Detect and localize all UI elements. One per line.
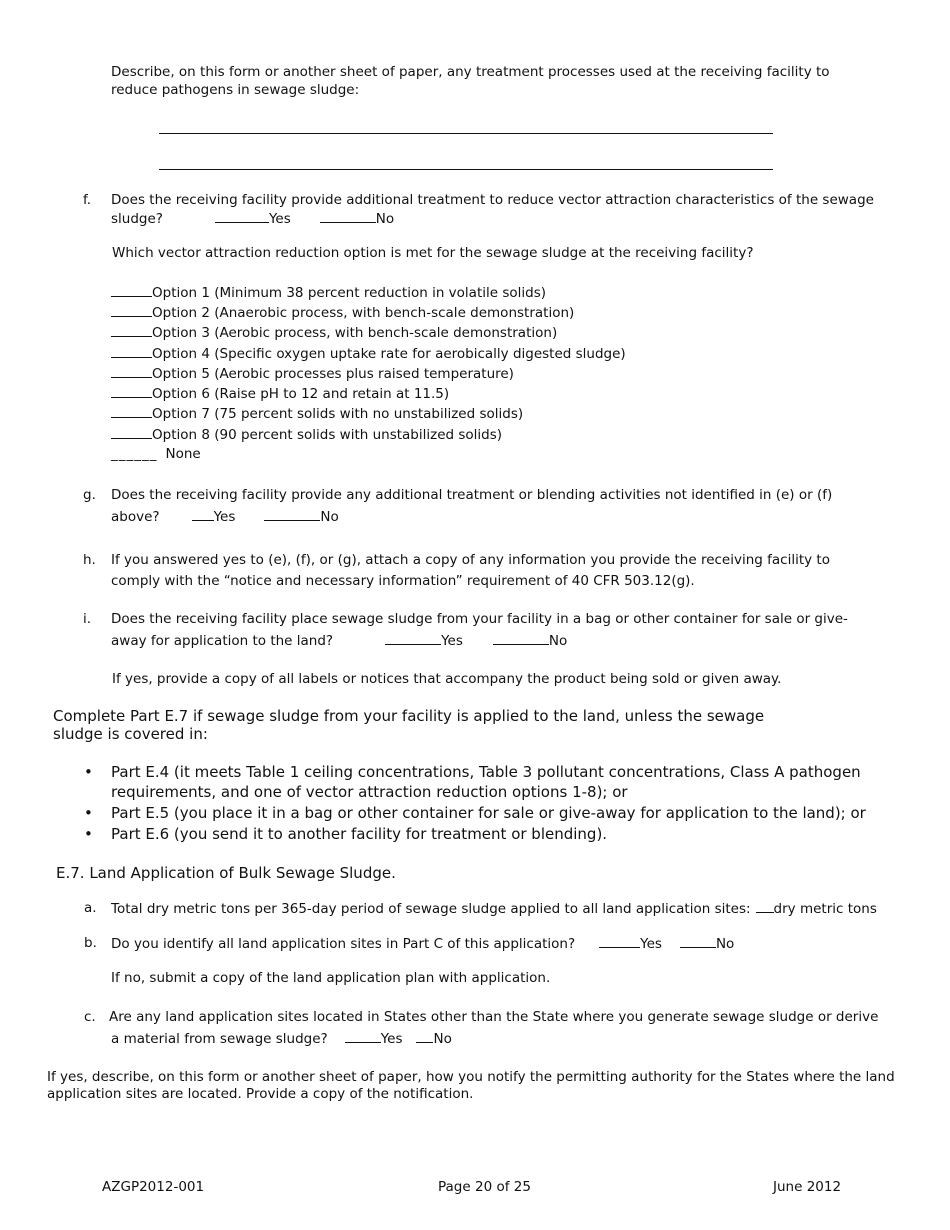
e7-c-yes-blank[interactable] — [345, 1030, 381, 1043]
e7-a-unit: dry metric tons — [773, 901, 877, 917]
option-3-label: Option 3 (Aerobic process, with bench-scale demonstration) — [152, 325, 558, 341]
item-i-line-2 — [111, 632, 567, 649]
closing-line-2: application sites are located. Provide a copy of the notification. — [47, 1086, 474, 1102]
item-i-yes-label: Yes — [441, 633, 463, 649]
item-i-note: If yes, provide a copy of all labels or notices that accompany the product being sold or given away. — [112, 671, 782, 687]
item-i-letter: i. — [83, 611, 92, 627]
bullet-glyph-2: • — [84, 804, 93, 822]
option-3-blank[interactable] — [111, 324, 152, 337]
option-row-6 — [111, 385, 449, 402]
e7-c-line-2-prefix: a material from sewage sludge? — [111, 1031, 328, 1047]
e7-a-blank[interactable] — [756, 900, 774, 913]
option-row-7 — [111, 405, 523, 422]
option-row-1 — [111, 284, 546, 301]
item-g-line-1: Does the receiving facility provide any additional treatment or blending activities not identified in (e) or (f) — [111, 487, 833, 503]
item-f-line-1: Does the receiving facility provide additional treatment to reduce vector attraction characteristics of the sewage — [111, 192, 874, 208]
option-1-label: Option 1 (Minimum 38 percent reduction in volatile solids) — [152, 285, 546, 301]
bullet-2: Part E.5 (you place it in a bag or other container for sale or give-away for application to the land); or — [111, 804, 866, 822]
footer-date: June 2012 — [773, 1179, 842, 1195]
item-i-yes-blank[interactable] — [385, 632, 441, 645]
bullet-1-line-1: Part E.4 (it meets Table 1 ceiling concentrations, Table 3 pollutant concentrations, Class A pathogen — [111, 763, 861, 781]
option-4-blank[interactable] — [111, 345, 152, 358]
e7-b-yes-blank[interactable] — [599, 935, 640, 948]
e7-c-no-blank[interactable] — [416, 1030, 433, 1043]
item-f-yes-blank[interactable] — [215, 210, 269, 223]
item-g-no-blank[interactable] — [264, 508, 320, 521]
bullet-glyph-3: • — [84, 825, 93, 843]
e7-b-no-label: No — [715, 936, 735, 952]
option-1-blank[interactable] — [111, 284, 152, 297]
item-g-letter: g. — [83, 487, 96, 503]
option-8-label: Option 8 (90 percent solids with unstabilized solids) — [152, 427, 503, 443]
item-g-line-2-prefix: above? — [111, 509, 160, 525]
item-h-letter: h. — [83, 552, 96, 568]
item-f-no-label: No — [375, 211, 395, 227]
option-5-label: Option 5 (Aerobic processes plus raised temperature) — [152, 366, 514, 382]
item-f-line-2-prefix: sludge? — [111, 211, 163, 227]
e7-c-letter: c. — [84, 1009, 96, 1025]
e7-intro-line-1: Complete Part E.7 if sewage sludge from your facility is applied to the land, unless the sewage — [53, 707, 765, 725]
e7-b-line — [111, 935, 734, 952]
e7-b-note: If no, submit a copy of the land application plan with application. — [111, 970, 551, 986]
item-f-question: Which vector attraction reduction option is met for the sewage sludge at the receiving facility? — [112, 245, 754, 261]
option-row-4 — [111, 345, 626, 362]
option-4-label: Option 4 (Specific oxygen uptake rate for aerobically digested sludge) — [152, 346, 626, 362]
item-g-yes-blank[interactable] — [192, 508, 214, 521]
option-2-label: Option 2 (Anaerobic process, with bench-scale demonstration) — [152, 305, 575, 321]
answer-line-1[interactable] — [159, 133, 773, 134]
option-6-label: Option 6 (Raise pH to 12 and retain at 11.5) — [152, 386, 450, 402]
option-6-blank[interactable] — [111, 385, 152, 398]
item-f-yes-label: Yes — [268, 211, 291, 227]
option-row-5 — [111, 365, 514, 382]
option-8-blank[interactable] — [111, 426, 152, 439]
item-h-line-1: If you answered yes to (e), (f), or (g), attach a copy of any information you provide the receiving facility to — [111, 552, 830, 568]
intro-line-1: Describe, on this form or another sheet of paper, any treatment processes used at the receiving facility to — [111, 64, 830, 80]
footer-page-number: Page 20 of 25 — [438, 1179, 531, 1195]
item-g-yes-label: Yes — [213, 509, 236, 525]
e7-c-no-label: No — [433, 1031, 452, 1047]
e7-b-no-blank[interactable] — [680, 935, 716, 948]
item-f-line-2 — [111, 210, 394, 227]
option-5-blank[interactable] — [111, 365, 152, 378]
closing-line-1: If yes, describe, on this form or another sheet of paper, how you notify the permitting authority for the States where the land — [47, 1069, 895, 1085]
e7-c-yes-label: Yes — [380, 1031, 403, 1047]
item-g-line-2 — [111, 508, 339, 525]
item-h-line-2: comply with the “notice and necessary information” requirement of 40 CFR 503.12(g). — [111, 573, 695, 589]
e7-intro-line-2: sludge is covered in: — [53, 725, 208, 743]
e7-a-letter: a. — [84, 900, 97, 916]
bullet-3: Part E.6 (you send it to another facility for treatment or blending). — [111, 825, 608, 843]
option-7-blank[interactable] — [111, 405, 152, 418]
intro-line-2: reduce pathogens in sewage sludge: — [111, 82, 360, 98]
answer-line-2[interactable] — [159, 169, 773, 170]
item-i-line-2-prefix: away for application to the land? — [111, 633, 334, 649]
e7-c-line-1: Are any land application sites located in States other than the State where you generate sewage sludge or derive — [109, 1009, 879, 1025]
option-row-none — [111, 446, 201, 462]
item-g-no-label: No — [320, 509, 339, 525]
e7-heading: E.7. Land Application of Bulk Sewage Sludge. — [56, 864, 396, 882]
item-f-no-blank[interactable] — [320, 210, 376, 223]
option-row-8 — [111, 426, 502, 443]
item-f-letter: f. — [83, 192, 92, 208]
e7-a-text: Total dry metric tons per 365-day period of sewage sludge applied to all land application sites: — [111, 901, 751, 917]
item-i-no-blank[interactable] — [493, 632, 549, 645]
item-i-line-1: Does the receiving facility place sewage sludge from your facility in a bag or other container for sale or give- — [111, 611, 848, 627]
e7-b-letter: b. — [84, 935, 97, 951]
e7-b-yes-label: Yes — [640, 936, 662, 952]
footer-form-id: AZGP2012-001 — [102, 1179, 205, 1195]
option-row-2 — [111, 304, 574, 321]
option-row-3 — [111, 324, 557, 341]
bullet-1-line-2: requirements, and one of vector attraction reduction options 1-8); or — [111, 783, 628, 801]
e7-a-line — [111, 900, 877, 917]
item-i-no-label: No — [548, 633, 568, 649]
e7-c-line-2 — [111, 1030, 452, 1047]
e7-b-text: Do you identify all land application sites in Part C of this application? — [111, 936, 576, 952]
none-label: None — [165, 446, 201, 462]
option-2-blank[interactable] — [111, 304, 152, 317]
bullet-glyph-1: • — [84, 763, 93, 781]
option-7-label: Option 7 (75 percent solids with no unstabilized solids) — [152, 406, 524, 422]
none-blank[interactable]: ______ — [111, 446, 158, 462]
